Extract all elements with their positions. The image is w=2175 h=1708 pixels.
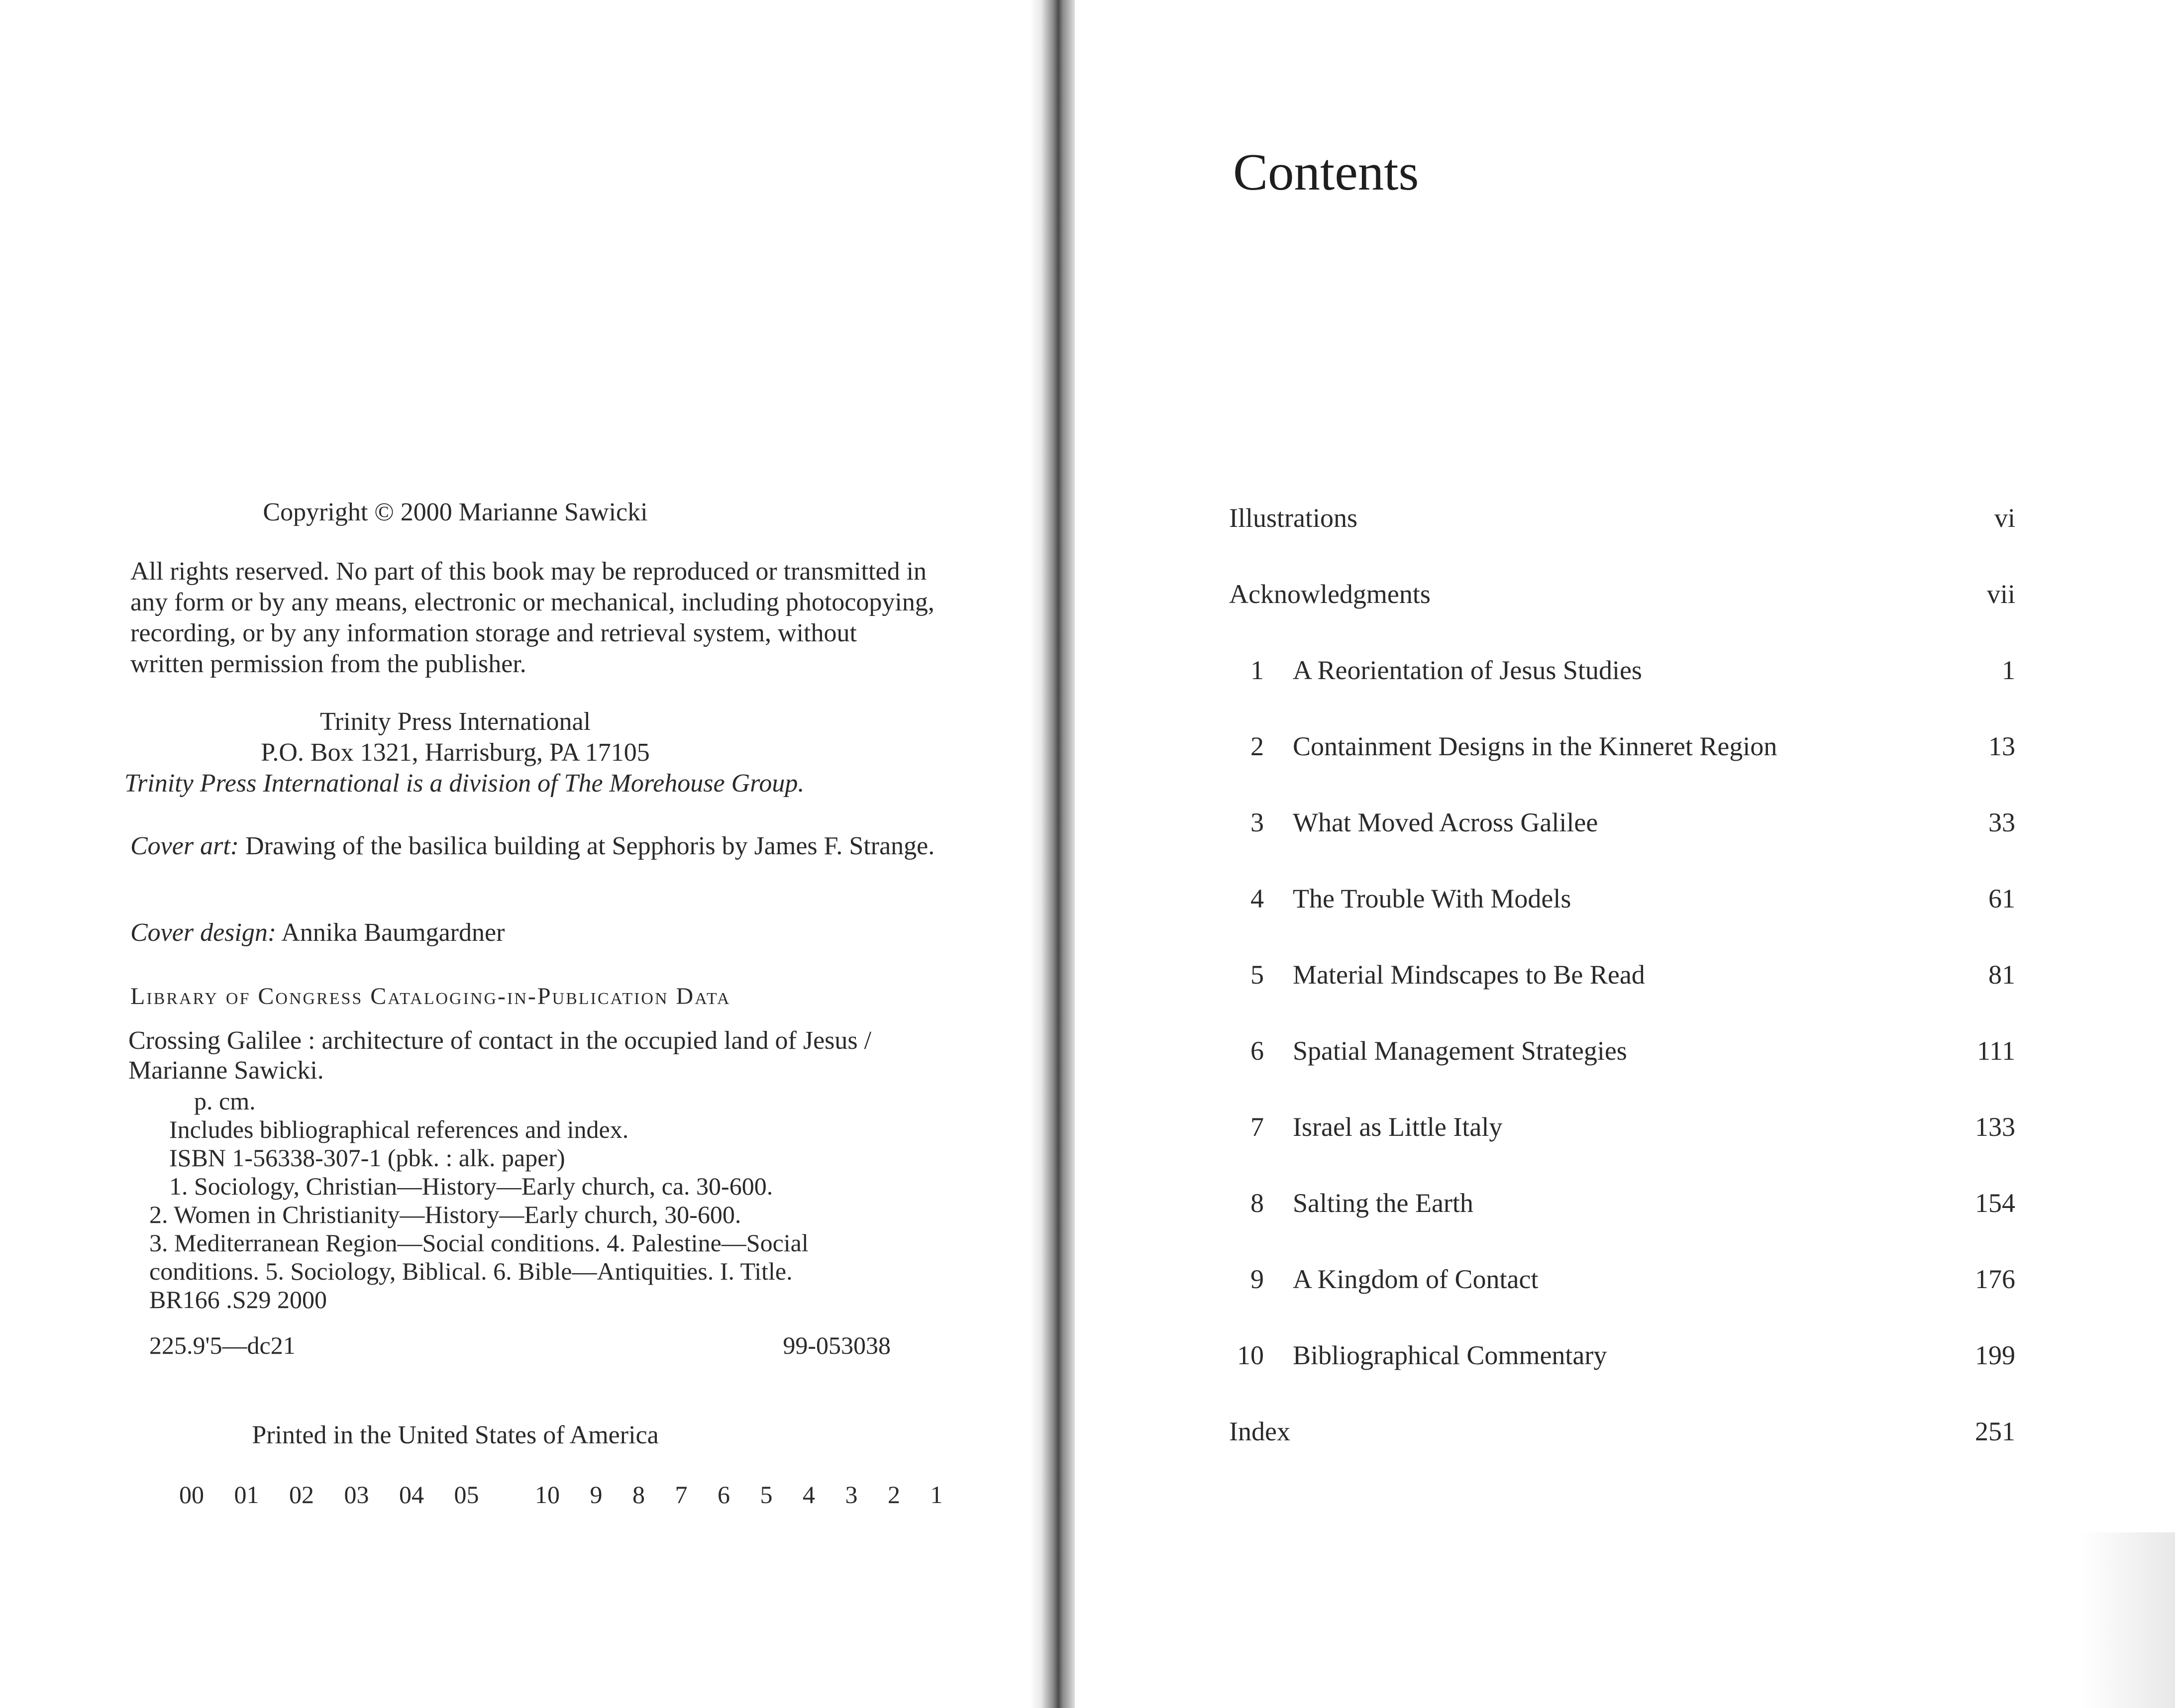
impression-line bbox=[179, 1480, 957, 1509]
toc-entry-acknowledgments[interactable] bbox=[1229, 579, 2015, 613]
toc-entry-page: 251 bbox=[1975, 1416, 2015, 1446]
toc-entry-number: 4 bbox=[1250, 884, 1264, 913]
cip-record bbox=[149, 1087, 926, 1314]
toc-entry-chapter-1[interactable] bbox=[1229, 655, 2015, 690]
cover-design-label: Cover design: bbox=[130, 918, 277, 947]
impression-number: 6 bbox=[718, 1481, 730, 1508]
impression-number: 7 bbox=[675, 1481, 688, 1508]
cip-includes: Includes bibliographical references and index. bbox=[169, 1115, 629, 1143]
toc-entry-number: 1 bbox=[1250, 655, 1264, 685]
toc-entry-title: Bibliographical Commentary bbox=[1293, 1340, 1607, 1370]
cip-pcm: p. cm. bbox=[194, 1087, 256, 1115]
toc-entry-chapter-7[interactable] bbox=[1229, 1111, 2015, 1146]
toc-entry-chapter-5[interactable] bbox=[1229, 959, 2015, 994]
toc-entry-title: What Moved Across Galilee bbox=[1293, 807, 1598, 837]
impression-year: 05 bbox=[454, 1481, 479, 1508]
toc-entry-page: 1 bbox=[2002, 655, 2015, 685]
dewey-number: 225.9'5—dc21 bbox=[149, 1331, 296, 1359]
toc-entry-number: 8 bbox=[1250, 1188, 1264, 1218]
page-edge-shadow bbox=[2080, 1532, 2175, 1708]
toc-entry-title: Israel as Little Italy bbox=[1293, 1112, 1503, 1142]
publisher-address: P.O. Box 1321, Harrisburg, PA 17105 bbox=[261, 738, 650, 767]
cover-art-label: Cover art: bbox=[130, 832, 239, 860]
impression-year: 00 bbox=[179, 1481, 204, 1508]
cover-design-text: Annika Baumgardner bbox=[276, 918, 505, 947]
toc-entry-index[interactable] bbox=[1229, 1416, 2015, 1451]
toc-entry-number: 3 bbox=[1250, 807, 1264, 837]
impression-number: 9 bbox=[590, 1481, 603, 1508]
toc-entry-chapter-6[interactable] bbox=[1229, 1035, 2015, 1070]
impression-number: 2 bbox=[888, 1481, 900, 1508]
toc-entry-page: 154 bbox=[1975, 1188, 2015, 1218]
toc-entry-page: 33 bbox=[1988, 807, 2015, 837]
toc-entry-page: 81 bbox=[1988, 960, 2015, 990]
impression-number: 4 bbox=[803, 1481, 815, 1508]
impression-year: 03 bbox=[344, 1481, 369, 1508]
toc-entry-page: 176 bbox=[1975, 1264, 2015, 1294]
publisher-division: Trinity Press International is a division of The Morehouse Group. bbox=[124, 769, 805, 798]
toc-entry-number: 2 bbox=[1250, 731, 1264, 761]
impression-year: 04 bbox=[399, 1481, 424, 1508]
toc-entry-page: 199 bbox=[1975, 1340, 2015, 1370]
cip-header: Library of Congress Cataloging-in-Publication Data bbox=[130, 983, 731, 1009]
impression-number: 1 bbox=[930, 1481, 943, 1508]
toc-entry-page: vi bbox=[1994, 503, 2015, 533]
cip-subject: 1. Sociology, Christian—History—Early church, ca. 30-600. bbox=[169, 1172, 773, 1200]
impression-number: 5 bbox=[760, 1481, 773, 1508]
toc-entry-chapter-4[interactable] bbox=[1229, 883, 2015, 918]
cip-title: Crossing Galilee : architecture of contact in the occupied land of Jesus / Marianne Sawicki. bbox=[128, 1026, 872, 1085]
cover-art-text: Drawing of the basilica building at Sepphoris by James F. Strange. bbox=[239, 832, 935, 860]
toc-entry-number: 7 bbox=[1250, 1112, 1264, 1142]
toc-entry-chapter-2[interactable] bbox=[1229, 731, 2015, 766]
cover-art-credit bbox=[130, 831, 936, 862]
cip-subject: 3. Mediterranean Region—Social conditions. 4. Palestine—Social bbox=[149, 1229, 809, 1257]
publisher-name: Trinity Press International bbox=[319, 707, 591, 736]
impression-number: 10 bbox=[535, 1481, 560, 1508]
toc-entry-title: Salting the Earth bbox=[1293, 1188, 1473, 1218]
impression-year: 02 bbox=[289, 1481, 314, 1508]
impression-year: 01 bbox=[234, 1481, 259, 1508]
toc-entry-title: Acknowledgments bbox=[1229, 579, 1431, 609]
cip-subject: conditions. 5. Sociology, Biblical. 6. Bible—Antiquities. I. Title. bbox=[149, 1257, 793, 1285]
cover-design-credit bbox=[130, 918, 936, 947]
toc-entry-title: Index bbox=[1229, 1416, 1290, 1446]
toc-entry-title: The Trouble With Models bbox=[1293, 884, 1571, 913]
toc-entry-title: Material Mindscapes to Be Read bbox=[1293, 960, 1645, 990]
toc-entry-chapter-8[interactable] bbox=[1229, 1188, 2015, 1222]
lccn: 99-053038 bbox=[783, 1331, 891, 1359]
toc-entry-illustrations[interactable] bbox=[1229, 502, 2015, 537]
toc-entry-number: 9 bbox=[1250, 1264, 1264, 1294]
publisher-block bbox=[124, 706, 805, 799]
toc-entry-title: Spatial Management Strategies bbox=[1293, 1036, 1627, 1066]
cip-call-number: BR166 .S29 2000 bbox=[149, 1286, 327, 1313]
toc-entry-page: vii bbox=[1986, 579, 2015, 609]
toc-entry-chapter-9[interactable] bbox=[1229, 1264, 2015, 1299]
rights-statement: All rights reserved. No part of this book may be reproduced or transmitted in any form or by any means, electronic or mechanical, including photocopying, recording, or by any information storage and retrieval system, without written permission from the publisher. bbox=[130, 557, 934, 678]
toc-entry-page: 111 bbox=[1977, 1036, 2015, 1066]
cip-subject: 2. Women in Christianity—History—Early church, 30-600. bbox=[149, 1201, 741, 1228]
toc-entry-chapter-10[interactable] bbox=[1229, 1340, 2015, 1375]
copyright-page bbox=[0, 0, 1035, 1708]
toc-entry-chapter-3[interactable] bbox=[1229, 807, 2015, 842]
toc-entry-page: 61 bbox=[1988, 884, 2015, 913]
copyright-notice: Copyright © 2000 Marianne Sawicki bbox=[263, 498, 648, 526]
cip-isbn: ISBN 1-56338-307-1 (pbk. : alk. paper) bbox=[169, 1144, 565, 1172]
toc-entry-page: 133 bbox=[1975, 1112, 2015, 1142]
toc-entry-number: 10 bbox=[1237, 1340, 1264, 1370]
classification-line bbox=[149, 1331, 891, 1360]
toc-entry-number: 6 bbox=[1250, 1036, 1264, 1066]
toc-entry-title: A Kingdom of Contact bbox=[1293, 1264, 1539, 1294]
toc-entry-title: A Reorientation of Jesus Studies bbox=[1293, 655, 1642, 685]
printed-in: Printed in the United States of America bbox=[252, 1421, 659, 1449]
toc-entry-title: Illustrations bbox=[1229, 503, 1357, 533]
impression-number: 8 bbox=[632, 1481, 645, 1508]
toc-entry-title: Containment Designs in the Kinneret Region bbox=[1293, 731, 1777, 761]
toc-entry-number: 5 bbox=[1250, 960, 1264, 990]
toc-entry-page: 13 bbox=[1988, 731, 2015, 761]
contents-page bbox=[1075, 0, 2175, 1708]
impression-number: 3 bbox=[845, 1481, 858, 1508]
contents-title: Contents bbox=[1233, 143, 1419, 201]
